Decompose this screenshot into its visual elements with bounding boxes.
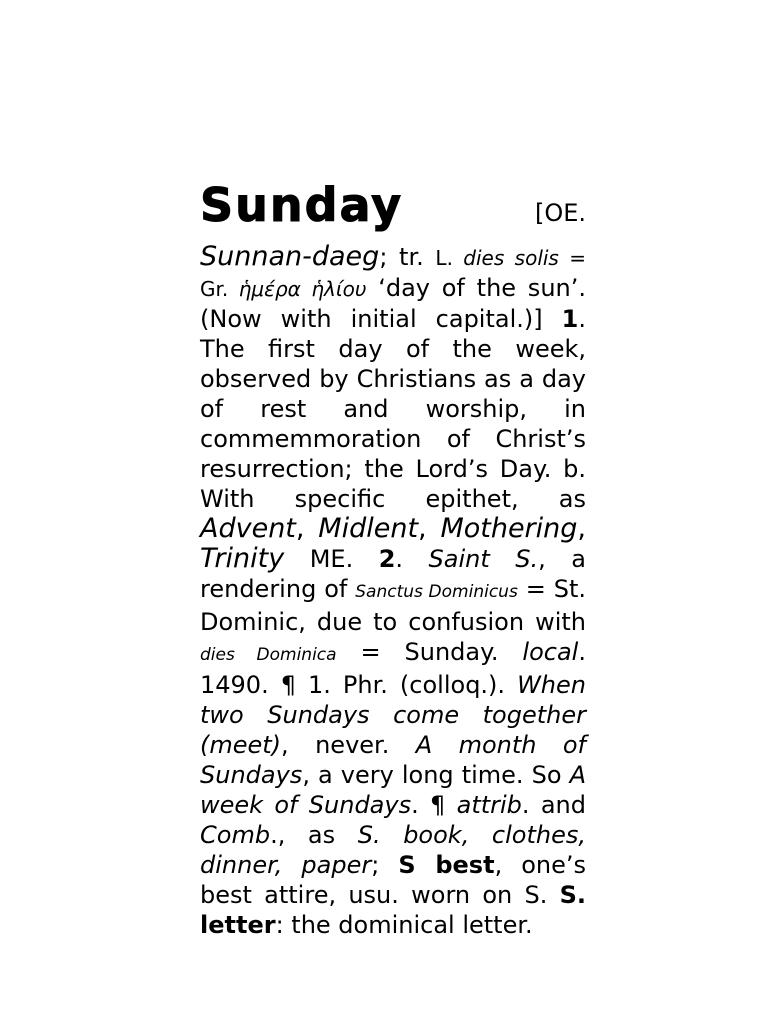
label-attrib: attrib <box>456 791 522 819</box>
entry-text: = St. Dominic, due to confusion with <box>200 575 587 636</box>
latin-dies-dominica: dies Dominica <box>200 645 337 665</box>
epithet-midlent: Midlent <box>318 513 419 544</box>
sense-number-2: 2 <box>378 545 396 573</box>
language-latin: L. <box>435 246 453 270</box>
compound-examples: S. book, clothes, dinner, paper <box>200 821 586 879</box>
headword: Sunday <box>200 178 404 232</box>
epithet-advent: Advent <box>200 513 296 544</box>
entry-text: . and <box>521 791 586 819</box>
entry-text: , <box>295 513 319 544</box>
epithet-mothering: Mothering <box>440 513 578 544</box>
entry-body <box>200 242 586 940</box>
etymon-old-english: Sunnan-daeg <box>200 241 380 272</box>
phrase-two-sundays: When two Sundays come together (meet) <box>200 671 586 759</box>
sense-number-1: 1 <box>561 305 579 333</box>
entry-text: , never. <box>281 731 416 759</box>
entry-text: ; tr. <box>379 243 436 271</box>
entry-text: = Sunday. <box>336 638 523 666</box>
label-comb: Comb <box>200 821 271 849</box>
entry-text: = <box>558 246 586 270</box>
etymology-open: [OE. <box>534 199 586 227</box>
language-greek: Gr. <box>200 277 229 301</box>
entry-text: , one’s best attire, usu. worn on S. <box>200 851 586 909</box>
entry-text: , a very long time. So <box>302 761 570 789</box>
etymon-latin: dies solis <box>452 246 559 270</box>
entry-text: , a rendering of <box>200 545 586 603</box>
compound-sunday-letter: S. letter <box>200 881 586 939</box>
latin-sanctus-dominicus: Sanctus Dominicus <box>355 582 518 602</box>
entry-text: ME. <box>284 545 379 573</box>
compound-sunday-best: S best <box>398 851 495 879</box>
entry-text: , <box>577 513 587 544</box>
sense-1-text: . The first day of the week, observed by Christians as a day of rest and worship, in commemmoration of Christ’s resurrection; the Lord’s Day. b. With specific epithet, as <box>200 305 586 513</box>
entry-text: ., as <box>270 821 358 849</box>
phrase-saint-sunday: Saint S. <box>428 545 539 573</box>
dictionary-entry <box>200 178 587 940</box>
entry-text: : the dominical letter. <box>275 911 533 939</box>
entry-text: . 1490. ¶ 1. Phr. (colloq.). <box>200 638 586 699</box>
label-local: local <box>522 638 579 666</box>
phrase-week-of-sundays: A week of Sundays <box>200 761 586 819</box>
epithet-trinity: Trinity <box>200 543 285 574</box>
entry-text: . <box>395 545 429 573</box>
etymon-greek: ἡμέρα ἡλίου <box>228 277 367 301</box>
entry-text: ; <box>371 851 399 879</box>
entry-headline <box>200 178 586 240</box>
entry-text: ‘day of the sun’. (Now with initial capital.)] <box>200 274 586 333</box>
phrase-month-of-sundays: A month of Sundays <box>200 731 586 789</box>
entry-text: . ¶ <box>411 791 457 819</box>
entry-text: , <box>418 513 441 544</box>
